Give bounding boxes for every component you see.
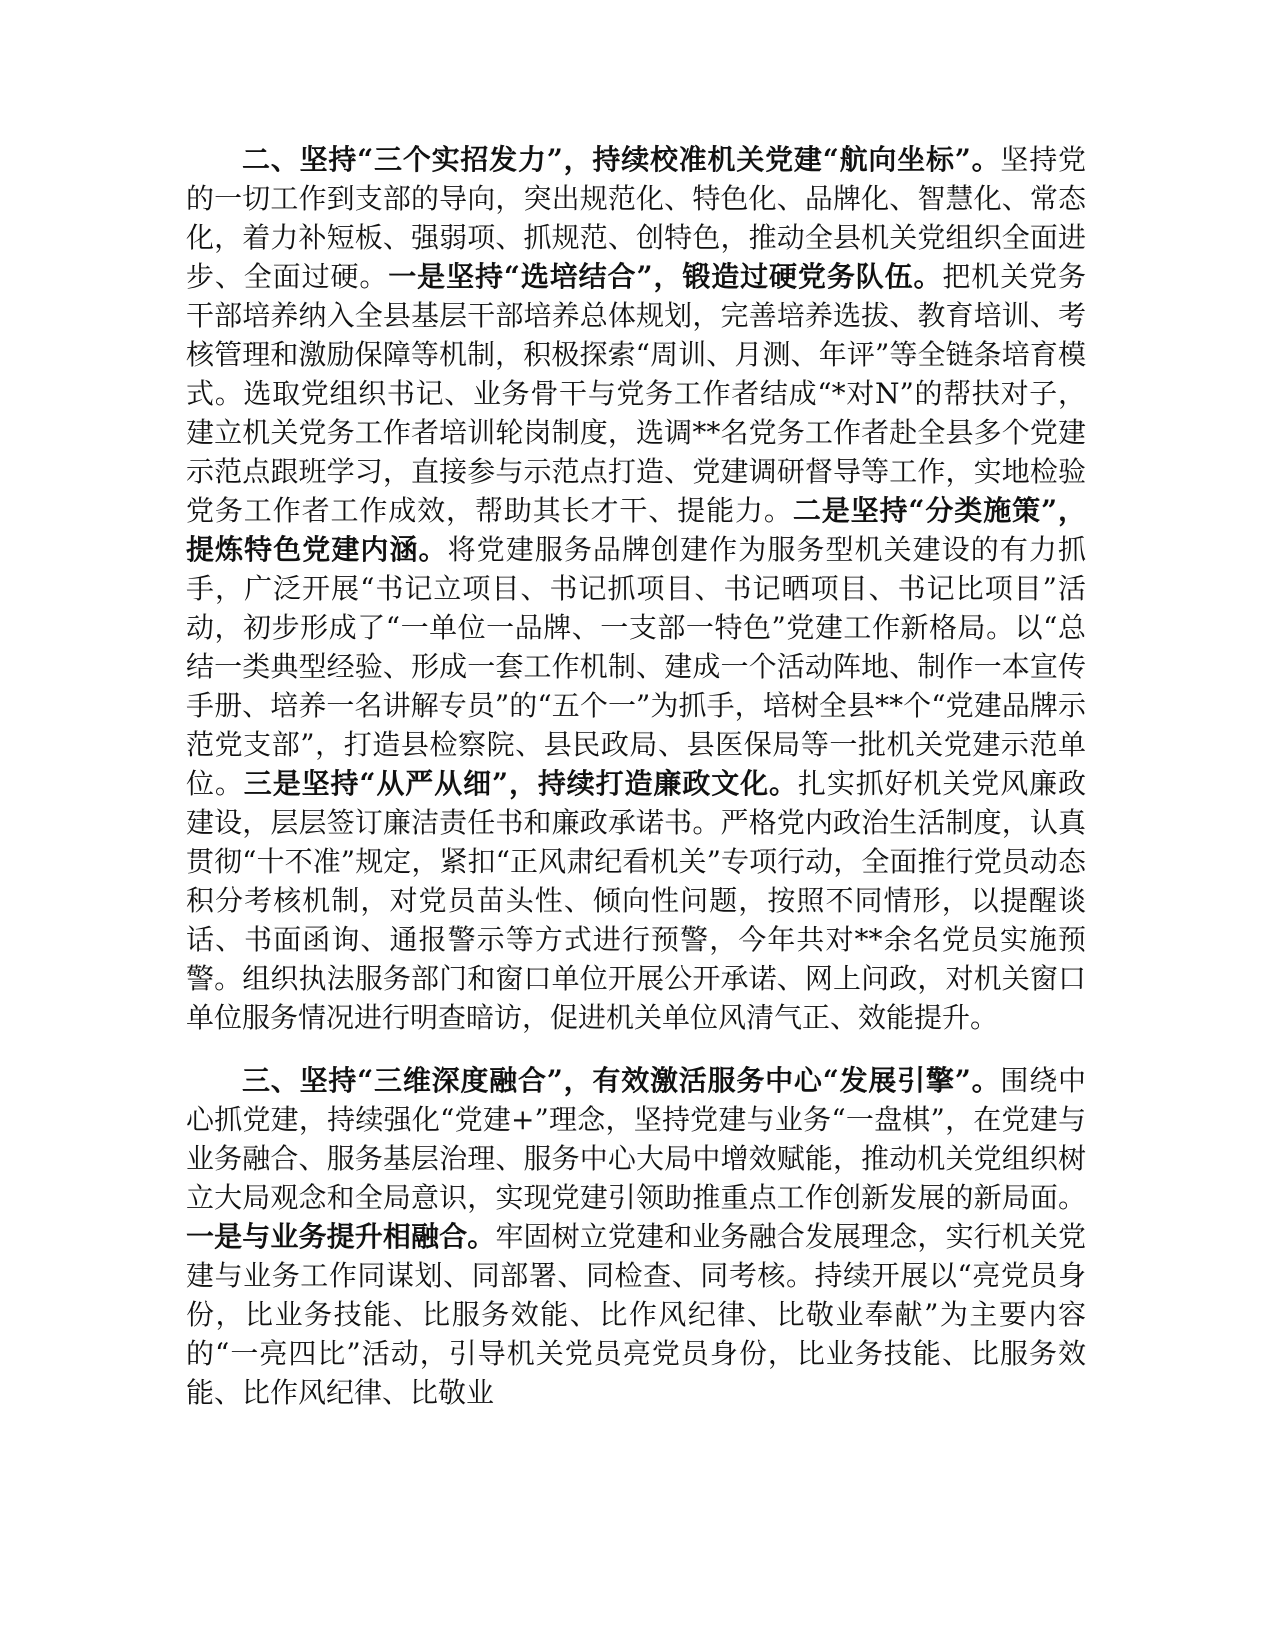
paragraph-section-two [186, 140, 1086, 1037]
point-two-heading: 二是坚持“分类施策”，提炼特色党建内涵。 [186, 494, 1086, 566]
section-three-heading: 三、坚持“三维深度融合”，有效激活服务中心“发展引擎”。 [242, 1064, 1001, 1097]
point-one-heading: 一是坚持“选培结合”，锻造过硬党务队伍。 [388, 260, 943, 293]
point-one-text: 把机关党务干部培养纳入全县基层干部培养总体规划，完善培养选拔、教育培训、考核管理和激励保障等机制，积极探索“周训、月测、年评”等全链条培育模式。选取党组织书记、业务骨干与党务工作者结成“*对N”的帮扶对子，建立机关党务工作者培训轮岗制度，选调**名党务工作者赴全县多个党建示范点跟班学习，直接参与示范点打造、党建调研督导等工作，实地检验党务工作者工作成效，帮助其长才干、提能力。 [186, 260, 1086, 527]
section-two-intro: 坚持党的一切工作到支部的导向，突出规范化、特色化、品牌化、智慧化、常态化，着力补短板、强弱项、抓规范、创特色，推动全县机关党组织全面进步、全面过硬。 [186, 143, 1086, 293]
section-three-intro: 围绕中心抓党建，持续强化“党建+”理念，坚持党建与业务“一盘棋”，在党建与业务融合、服务基层治理、服务中心大局中增效赋能，推动机关党组织树立大局观念和全局意识，实现党建引领助推重点工作创新发展的新局面。 [186, 1064, 1086, 1214]
point-three-text: 扎实抓好机关党风廉政建设，层层签订廉洁责任书和廉政承诺书。严格党内政治生活制度，认真贯彻“十不准”规定，紧扣“正风肃纪看机关”专项行动，全面推行党员动态积分考核机制，对党员苗头性、倾向性问题，按照不同情形，以提醒谈话、书面函询、通报警示等方式进行预警，今年共对**余名党员实施预警。组织执法服务部门和窗口单位开展公开承诺、网上问政，对机关窗口单位服务情况进行明查暗访，促进机关单位风清气正、效能提升。 [186, 767, 1086, 1034]
section-three-point-one-text: 牢固树立党建和业务融合发展理念，实行机关党建与业务工作同谋划、同部署、同检查、同考核。持续开展以“亮党员身份，比业务技能、比服务效能、比作风纪律、比敬业奉献”为主要内容的“一亮四比”活动，引导机关党员亮党员身份，比业务技能、比服务效能、比作风纪律、比敬业 [186, 1220, 1086, 1409]
paragraph-section-three [186, 1061, 1086, 1412]
section-two-heading: 二、坚持“三个实招发力”，持续校准机关党建“航向坐标”。 [242, 143, 1001, 176]
point-two-text: 将党建服务品牌创建作为服务型机关建设的有力抓手，广泛开展“书记立项目、书记抓项目、书记晒项目、书记比项目”活动，初步形成了“一单位一品牌、一支部一特色”党建工作新格局。以“总结一类典型经验、形成一套工作机制、建成一个活动阵地、制作一本宣传手册、培养一名讲解专员”的“五个一”为抓手，培树全县**个“党建品牌示范党支部”，打造县检察院、县民政局、县医保局等一批机关党建示范单位。 [186, 533, 1086, 800]
point-three-heading: 三是坚持“从严从细”，持续打造廉政文化。 [243, 767, 798, 800]
document-body [186, 140, 1086, 1436]
section-three-point-one-heading: 一是与业务提升相融合。 [186, 1220, 496, 1253]
